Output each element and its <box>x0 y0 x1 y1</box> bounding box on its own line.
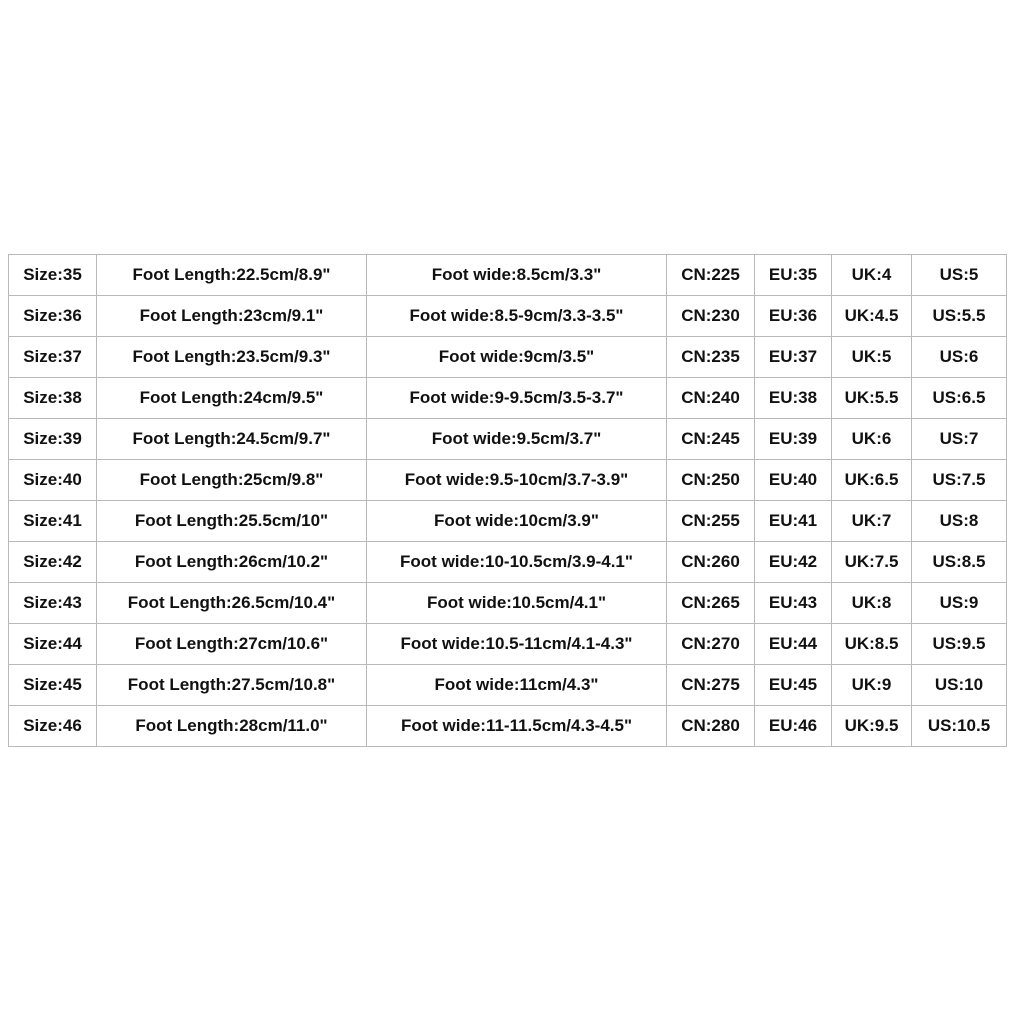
us-size-cell: US:6.5 <box>912 378 1007 419</box>
eu-size-cell: EU:36 <box>755 296 832 337</box>
cn-size-cell: CN:225 <box>667 255 755 296</box>
eu-size-cell: EU:44 <box>755 624 832 665</box>
table-row <box>9 378 1007 419</box>
uk-size-cell: UK:4.5 <box>832 296 912 337</box>
foot-length-cell: Foot Length:23.5cm/9.3" <box>97 337 367 378</box>
us-size-cell: US:10 <box>912 665 1007 706</box>
table-row <box>9 665 1007 706</box>
foot-length-cell: Foot Length:27cm/10.6" <box>97 624 367 665</box>
uk-size-cell: UK:8.5 <box>832 624 912 665</box>
cn-size-cell: CN:240 <box>667 378 755 419</box>
uk-size-cell: UK:5 <box>832 337 912 378</box>
us-size-cell: US:6 <box>912 337 1007 378</box>
size-cell: Size:35 <box>9 255 97 296</box>
eu-size-cell: EU:39 <box>755 419 832 460</box>
cn-size-cell: CN:260 <box>667 542 755 583</box>
foot-length-cell: Foot Length:25cm/9.8" <box>97 460 367 501</box>
eu-size-cell: EU:37 <box>755 337 832 378</box>
foot-length-cell: Foot Length:25.5cm/10" <box>97 501 367 542</box>
uk-size-cell: UK:9 <box>832 665 912 706</box>
size-cell: Size:42 <box>9 542 97 583</box>
foot-length-cell: Foot Length:26cm/10.2" <box>97 542 367 583</box>
size-cell: Size:41 <box>9 501 97 542</box>
cn-size-cell: CN:235 <box>667 337 755 378</box>
eu-size-cell: EU:41 <box>755 501 832 542</box>
cn-size-cell: CN:255 <box>667 501 755 542</box>
size-chart-table <box>8 254 1007 747</box>
foot-length-cell: Foot Length:26.5cm/10.4" <box>97 583 367 624</box>
table-row <box>9 296 1007 337</box>
foot-length-cell: Foot Length:27.5cm/10.8" <box>97 665 367 706</box>
size-cell: Size:46 <box>9 706 97 747</box>
size-cell: Size:45 <box>9 665 97 706</box>
us-size-cell: US:7.5 <box>912 460 1007 501</box>
us-size-cell: US:9 <box>912 583 1007 624</box>
cn-size-cell: CN:270 <box>667 624 755 665</box>
eu-size-cell: EU:40 <box>755 460 832 501</box>
foot-length-cell: Foot Length:23cm/9.1" <box>97 296 367 337</box>
foot-wide-cell: Foot wide:8.5cm/3.3" <box>367 255 667 296</box>
size-cell: Size:36 <box>9 296 97 337</box>
table-row <box>9 255 1007 296</box>
eu-size-cell: EU:35 <box>755 255 832 296</box>
size-cell: Size:37 <box>9 337 97 378</box>
us-size-cell: US:8.5 <box>912 542 1007 583</box>
foot-length-cell: Foot Length:24.5cm/9.7" <box>97 419 367 460</box>
foot-wide-cell: Foot wide:11cm/4.3" <box>367 665 667 706</box>
table-row <box>9 501 1007 542</box>
eu-size-cell: EU:46 <box>755 706 832 747</box>
uk-size-cell: UK:7.5 <box>832 542 912 583</box>
size-cell: Size:44 <box>9 624 97 665</box>
foot-wide-cell: Foot wide:9.5cm/3.7" <box>367 419 667 460</box>
size-cell: Size:39 <box>9 419 97 460</box>
uk-size-cell: UK:7 <box>832 501 912 542</box>
uk-size-cell: UK:9.5 <box>832 706 912 747</box>
foot-length-cell: Foot Length:28cm/11.0" <box>97 706 367 747</box>
table-row <box>9 419 1007 460</box>
table-row <box>9 460 1007 501</box>
table-row <box>9 337 1007 378</box>
table-row <box>9 542 1007 583</box>
foot-wide-cell: Foot wide:9.5-10cm/3.7-3.9" <box>367 460 667 501</box>
size-cell: Size:43 <box>9 583 97 624</box>
us-size-cell: US:5 <box>912 255 1007 296</box>
foot-wide-cell: Foot wide:10.5cm/4.1" <box>367 583 667 624</box>
us-size-cell: US:5.5 <box>912 296 1007 337</box>
cn-size-cell: CN:280 <box>667 706 755 747</box>
size-cell: Size:38 <box>9 378 97 419</box>
table-row <box>9 706 1007 747</box>
size-chart-body <box>9 255 1007 747</box>
foot-length-cell: Foot Length:24cm/9.5" <box>97 378 367 419</box>
foot-wide-cell: Foot wide:10-10.5cm/3.9-4.1" <box>367 542 667 583</box>
uk-size-cell: UK:6 <box>832 419 912 460</box>
cn-size-cell: CN:245 <box>667 419 755 460</box>
foot-wide-cell: Foot wide:11-11.5cm/4.3-4.5" <box>367 706 667 747</box>
foot-wide-cell: Foot wide:9cm/3.5" <box>367 337 667 378</box>
uk-size-cell: UK:6.5 <box>832 460 912 501</box>
eu-size-cell: EU:38 <box>755 378 832 419</box>
us-size-cell: US:9.5 <box>912 624 1007 665</box>
uk-size-cell: UK:8 <box>832 583 912 624</box>
cn-size-cell: CN:275 <box>667 665 755 706</box>
size-cell: Size:40 <box>9 460 97 501</box>
us-size-cell: US:8 <box>912 501 1007 542</box>
cn-size-cell: CN:230 <box>667 296 755 337</box>
foot-wide-cell: Foot wide:10cm/3.9" <box>367 501 667 542</box>
eu-size-cell: EU:45 <box>755 665 832 706</box>
foot-wide-cell: Foot wide:10.5-11cm/4.1-4.3" <box>367 624 667 665</box>
foot-wide-cell: Foot wide:9-9.5cm/3.5-3.7" <box>367 378 667 419</box>
uk-size-cell: UK:5.5 <box>832 378 912 419</box>
cn-size-cell: CN:250 <box>667 460 755 501</box>
table-row <box>9 624 1007 665</box>
us-size-cell: US:7 <box>912 419 1007 460</box>
eu-size-cell: EU:43 <box>755 583 832 624</box>
uk-size-cell: UK:4 <box>832 255 912 296</box>
table-row <box>9 583 1007 624</box>
us-size-cell: US:10.5 <box>912 706 1007 747</box>
foot-length-cell: Foot Length:22.5cm/8.9" <box>97 255 367 296</box>
eu-size-cell: EU:42 <box>755 542 832 583</box>
foot-wide-cell: Foot wide:8.5-9cm/3.3-3.5" <box>367 296 667 337</box>
cn-size-cell: CN:265 <box>667 583 755 624</box>
